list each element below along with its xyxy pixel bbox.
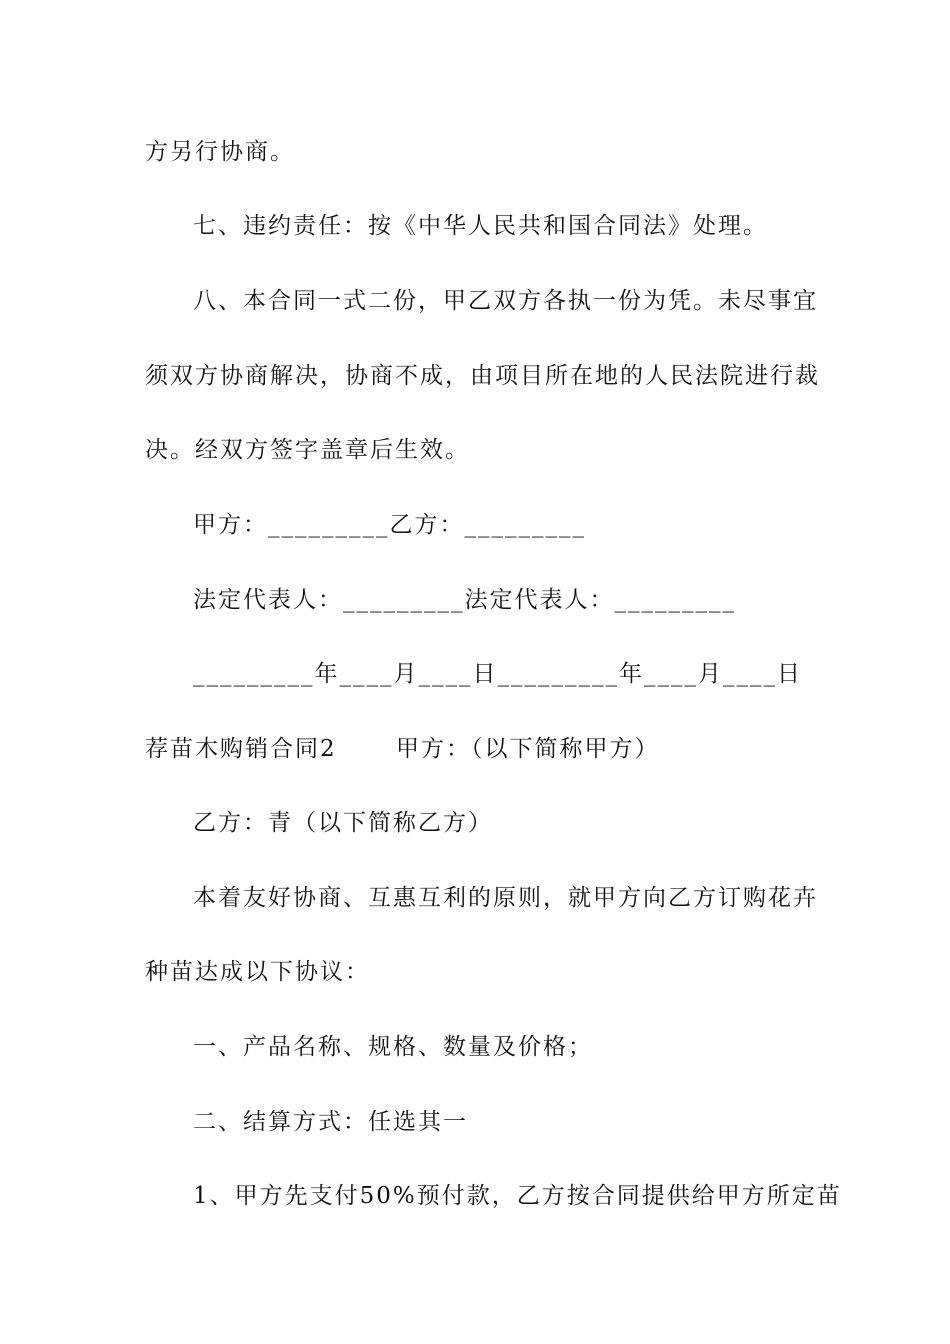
- paragraph-line: 一、产品名称、规格、数量及价格；: [193, 1034, 593, 1060]
- paragraph-line: 本着友好协商、互惠互利的原则，就甲方向乙方订购花卉: [193, 885, 818, 911]
- contract-heading-line: 荐苗木购销合同2 甲方：（以下简称甲方）: [145, 736, 660, 762]
- paragraph-line: 方另行协商。: [145, 139, 295, 165]
- paragraph-line: 种苗达成以下协议：: [145, 959, 370, 985]
- signature-line-representative: 法定代表人：_________法定代表人：_________: [193, 587, 736, 613]
- signature-line-date: _________年____月____日_________年____月____日: [193, 661, 802, 687]
- paragraph-line: 1、甲方先支付50%预付款，乙方按合同提供给甲方所定苗: [193, 1183, 842, 1209]
- signature-line-party: 甲方：_________乙方：_________: [193, 512, 586, 538]
- paragraph-line: 乙方：青（以下简称乙方）: [193, 810, 493, 836]
- paragraph-line: 决。经双方签字盖章后生效。: [145, 437, 470, 463]
- paragraph-line: 须双方协商解决，协商不成，由项目所在地的人民法院进行裁: [145, 363, 820, 389]
- paragraph-line: 二、结算方式：任选其一: [193, 1109, 468, 1135]
- paragraph-line: 七、违约责任：按《中华人民共和国合同法》处理。: [193, 213, 768, 239]
- paragraph-line: 八、本合同一式二份，甲乙双方各执一份为凭。未尽事宜: [193, 288, 818, 314]
